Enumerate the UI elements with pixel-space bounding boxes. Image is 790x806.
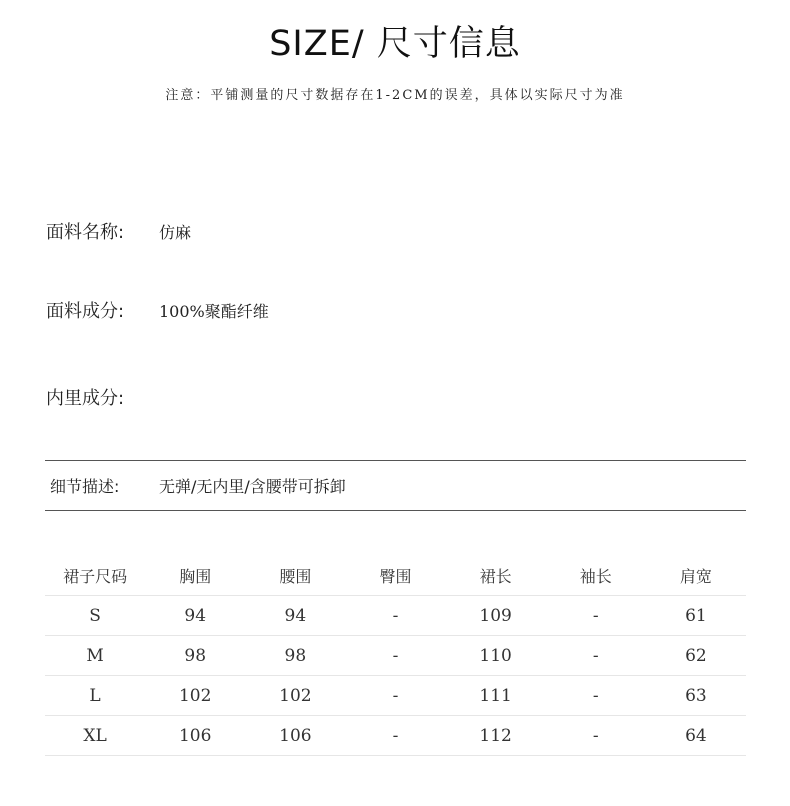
cell-size: S (45, 596, 145, 636)
cell-waist: 106 (245, 716, 345, 756)
fabric-name-value: 仿麻 (159, 222, 192, 242)
header-shoulder-width: 肩宽 (646, 556, 746, 596)
cell-skirt-length: 110 (446, 636, 546, 676)
cell-bust: 94 (145, 596, 245, 636)
cell-hip: - (345, 596, 445, 636)
fabric-name-label: 面料名称: (46, 222, 125, 243)
cell-sleeve-length: - (546, 636, 646, 676)
table-row (45, 676, 746, 716)
cell-waist: 94 (245, 596, 345, 636)
cell-size: XL (45, 716, 145, 756)
cell-shoulder-width: 63 (646, 676, 746, 716)
cell-shoulder-width: 64 (646, 716, 746, 756)
cell-skirt-length: 111 (446, 676, 546, 716)
cell-bust: 98 (145, 636, 245, 676)
cell-waist: 102 (245, 676, 345, 716)
header-sleeve-length: 袖长 (546, 556, 646, 596)
cell-bust: 106 (145, 716, 245, 756)
cell-hip: - (345, 636, 445, 676)
cell-sleeve-length: - (546, 596, 646, 636)
page-title: SIZE/ 尺寸信息 (269, 24, 521, 64)
cell-hip: - (345, 716, 445, 756)
cell-size: M (45, 636, 145, 676)
header-hip: 臀围 (345, 556, 445, 596)
size-table-header-row (45, 556, 746, 596)
cell-sleeve-length: - (546, 676, 646, 716)
fabric-composition-row (46, 297, 269, 323)
cell-shoulder-width: 62 (646, 636, 746, 676)
table-row (45, 636, 746, 676)
size-table (45, 556, 746, 756)
cell-skirt-length: 112 (446, 716, 546, 756)
detail-description-value: 无弹/无内里/含腰带可拆卸 (159, 477, 346, 496)
cell-bust: 102 (145, 676, 245, 716)
lining-composition-row (46, 384, 159, 410)
fabric-composition-label: 面料成分: (46, 301, 125, 322)
cell-waist: 98 (245, 636, 345, 676)
table-row (45, 596, 746, 636)
detail-description-row (45, 460, 746, 511)
fabric-composition-value: 100%聚酯纤维 (159, 301, 269, 321)
header-skirt-length: 裙长 (446, 556, 546, 596)
detail-description-label: 细节描述: (50, 477, 120, 496)
fabric-name-row (46, 218, 191, 244)
cell-sleeve-length: - (546, 716, 646, 756)
header-size: 裙子尺码 (45, 556, 145, 596)
measurement-note: 注意：平铺测量的尺寸数据存在1-2CM的误差，具体以实际尺寸为准 (165, 88, 625, 103)
header-bust: 胸围 (145, 556, 245, 596)
table-row (45, 716, 746, 756)
cell-hip: - (345, 676, 445, 716)
cell-shoulder-width: 61 (646, 596, 746, 636)
lining-composition-label: 内里成分: (46, 388, 125, 409)
cell-size: L (45, 676, 145, 716)
header-waist: 腰围 (245, 556, 345, 596)
cell-skirt-length: 109 (446, 596, 546, 636)
